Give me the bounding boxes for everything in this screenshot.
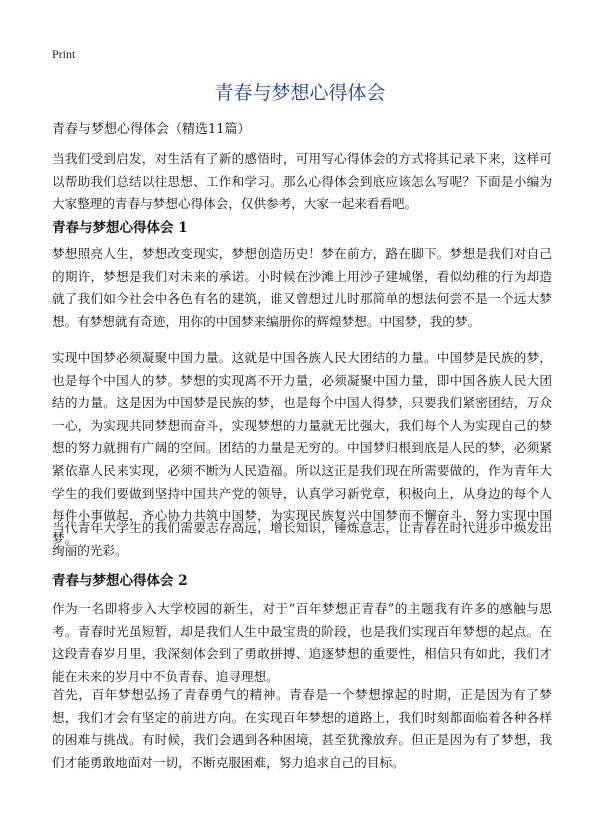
section-1-paragraph-2: 实现中国梦必须凝聚中国力量。这就是中国各族人民大团结的力量。中国梦是民族的梦，也是每个中国人的梦。梦想的实现离不开力量，必须凝聚中国力量，即中国各族人民大团结的力量。这是因为中国梦是民族的梦，也是每个中国人得梦，只要我们紧密团结，万众一心，为实现共同梦想而奋斗，实现梦想的力量就无比强大，我们每个人为实现自己的梦想的努力就拥有广阔的空间。团结的力量是无穷的。中国梦归根到底是人民的梦，必须紧紧依靠人民来实现，必须不断为人民造福。所以这正是我们现在所需要做的，作为青年大学生的我们要做到坚持中国共产党的领导，认真学习新党章，积极向上，从身边的每个人每件小事做起，齐心协力共筑中国梦，为实现民族复兴中国梦而不懈奋斗，努力实现中国梦。 [52,350,552,546]
section-2-paragraph-1: 作为一名即将步入大学校园的新生，对于“百年梦想正青春”的主题我有许多的感触与思考。青春时光虽短暂，却是我们人生中最宝贵的阶段，也是我们实现百年梦想的起点。在这段青春岁月里，我深刻体会到了勇敢拼搏、追逐梦想的重要性，相信只有如此，我们才能在未来的岁月中不负青春、追寻理想。 [52,601,552,684]
section-1-heading: 青春与梦想心得体会 1 [52,220,188,236]
page-title: 青春与梦想心得体会 [214,82,386,104]
intro-paragraph: 当我们受到启发，对生活有了新的感悟时，可用写心得体会的方式将其记录下来，这样可以帮助我们总结以往思想、工作和学习。那么心得体会到底应该怎么写呢？下面是小编为大家整理的青春与梦想心得体会，仅供参考，大家一起来看看吧。 [52,151,552,212]
section-2-paragraph-2: 首先，百年梦想弘扬了青春勇气的精神。青春是一个梦想撑起的时期，正是因为有了梦想，我们才会有坚定的前进方向。在实现百年梦想的道路上，我们时刻都面临着各种各样的困难与挑战。有时候，我们会遇到各种困境，甚至犹豫放弃。但正是因为有了梦想，我们才能勇敢地面对一切，不断克服困难，努力追求自己的目标。 [52,687,552,770]
section-1-paragraph-3: 当代青年大学生的我们需要志存高远，增长知识，锤炼意志，让青春在时代进步中焕发出绚丽的光彩。 [52,520,552,558]
document-subtitle: 青春与梦想心得体会（精选11篇） [52,122,251,137]
section-1-paragraph-1: 梦想照亮人生，梦想改变现实，梦想创造历史！梦在前方，路在脚下。梦想是我们对自己的期许，梦想是我们对未来的承诺。小时候在沙滩上用沙子建城堡，看似幼稚的行为却造就了我们如今社会中各色有名的建筑，谁又曾想过儿时那简单的想法何尝不是一个远大梦想。有梦想就有奇迹，用你的中国梦来编册你的辉煌梦想。中国梦，我的梦。 [52,246,552,329]
section-2-heading: 青春与梦想心得体会 2 [52,573,188,589]
print-label[interactable]: Print [52,47,76,61]
